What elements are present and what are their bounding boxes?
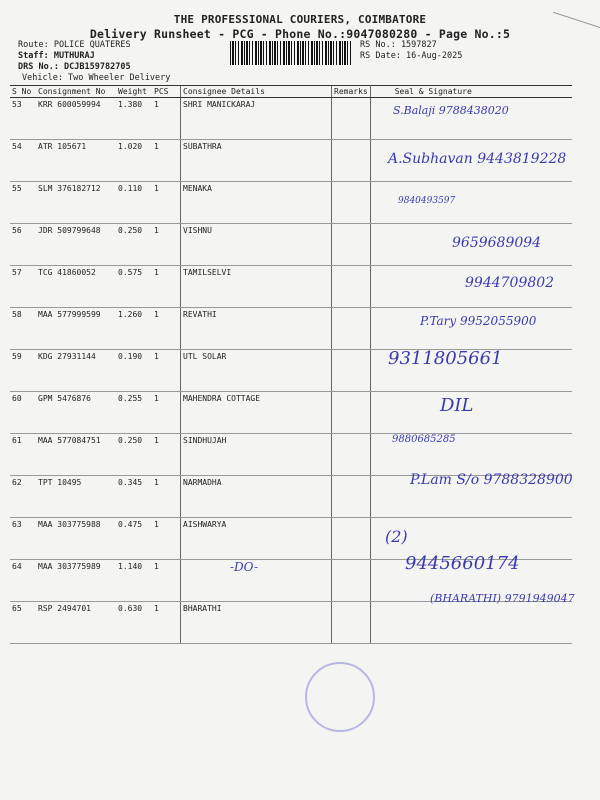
cell-remarks (332, 434, 371, 476)
cell-remarks (332, 182, 371, 224)
signature-54: A.Subhavan 9443819228 (388, 151, 567, 167)
cell-consignee: MENAKA (181, 182, 332, 224)
cell-weight: 0.255 (116, 392, 152, 434)
cell-pcs: 1 (152, 476, 181, 518)
cell-sno: 57 (10, 266, 36, 308)
cell-pcs: 1 (152, 98, 181, 140)
company-title: THE PROFESSIONAL COURIERS, COIMBATORE (173, 13, 427, 26)
cell-remarks (332, 308, 371, 350)
cell-sno: 61 (10, 434, 36, 476)
cell-consignee: SHRI MANICKARAJ (181, 98, 332, 140)
cell-consignment-no: SLM 376182712 (36, 182, 116, 224)
staff-label: Staff: MUTHURAJ (18, 51, 95, 61)
cell-weight: 0.110 (116, 182, 152, 224)
cell-consignee: BHARATHI (181, 602, 332, 644)
cell-consignment-no: JDR 509799648 (36, 224, 116, 266)
cell-consignee: REVATHI (181, 308, 332, 350)
cell-sno: 58 (10, 308, 36, 350)
cell-weight: 1.260 (116, 308, 152, 350)
cell-weight: 0.475 (116, 518, 152, 560)
signature-58: P.Tary 9952055900 (420, 314, 537, 328)
cell-sno: 56 (10, 224, 36, 266)
ditto-mark: -DO- (230, 560, 259, 574)
cell-weight: 0.250 (116, 224, 152, 266)
signature-64: 9445660174 (405, 553, 520, 574)
signature-57: 9944709802 (465, 275, 555, 291)
cell-sno: 64 (10, 560, 36, 602)
cell-pcs: 1 (152, 266, 181, 308)
cell-sno: 62 (10, 476, 36, 518)
col-pcs: PCS (152, 86, 181, 98)
cell-weight: 0.190 (116, 350, 152, 392)
cell-weight: 1.020 (116, 140, 152, 182)
cell-consignee: VISHNU (181, 224, 332, 266)
cell-consignee: AISHWARYA (181, 518, 332, 560)
col-consignee: Consignee Details (181, 86, 332, 98)
cell-sno: 55 (10, 182, 36, 224)
cell-consignment-no: RSP 2494701 (36, 602, 116, 644)
cell-weight: 0.575 (116, 266, 152, 308)
route-label: Route: POLICE QUATERES (18, 40, 131, 50)
cell-weight: 1.380 (116, 98, 152, 140)
signature-56: 9659689094 (452, 235, 542, 251)
cell-sno: 54 (10, 140, 36, 182)
cell-sno: 63 (10, 518, 36, 560)
table-row (10, 434, 572, 476)
cell-consignment-no: KRR 600059994 (36, 98, 116, 140)
cell-pcs: 1 (152, 602, 181, 644)
signature-59: 9311805661 (388, 348, 503, 369)
cell-pcs: 1 (152, 350, 181, 392)
table-header-row (10, 86, 572, 98)
barcode (230, 41, 352, 65)
col-remarks: Remarks (332, 86, 371, 98)
cell-consignee: SINDHUJAH (181, 434, 332, 476)
cell-consignment-no: MAA 303775988 (36, 518, 116, 560)
delivery-stamp (305, 662, 375, 732)
cell-consignee: UTL SOLAR (181, 350, 332, 392)
rs-date: RS Date: 16-Aug-2025 (360, 51, 463, 61)
cell-consignment-no: GPM 5476876 (36, 392, 116, 434)
signature-55: 9840493597 (398, 196, 456, 206)
runsheet-subtitle: Delivery Runsheet - PCG - Phone No.:9047080280 - Page No.:5 (89, 27, 511, 41)
cell-consignment-no: MAA 577999599 (36, 308, 116, 350)
col-consignment: Consignment No (36, 86, 116, 98)
cell-remarks (332, 392, 371, 434)
vehicle-label: Vehicle: Two Wheeler Delivery (22, 73, 171, 83)
cell-pcs: 1 (152, 140, 181, 182)
cell-consignment-no: TCG 41860052 (36, 266, 116, 308)
table-row (10, 182, 572, 224)
signature-62: P.Lam S/o 9788328900 (410, 472, 573, 488)
table-row (10, 392, 572, 434)
cell-remarks (332, 266, 371, 308)
cell-remarks (332, 476, 371, 518)
cell-remarks (332, 518, 371, 560)
cell-remarks (332, 602, 371, 644)
cell-weight: 0.345 (116, 476, 152, 518)
cell-pcs: 1 (152, 434, 181, 476)
cell-sno: 59 (10, 350, 36, 392)
signature-60: DIL (440, 395, 474, 416)
signature-61: 9880685285 (392, 434, 456, 445)
cell-pcs: 1 (152, 560, 181, 602)
cell-remarks (332, 350, 371, 392)
col-signature: Seal & Signature (370, 86, 572, 98)
cell-consignee: MAHENDRA COTTAGE (181, 392, 332, 434)
cell-consignee: NARMADHA (181, 476, 332, 518)
cell-weight: 1.140 (116, 560, 152, 602)
cell-sno: 60 (10, 392, 36, 434)
signature-53: S.Balaji 9788438020 (393, 104, 509, 117)
cell-consignment-no: KDG 27931144 (36, 350, 116, 392)
cell-pcs: 1 (152, 518, 181, 560)
cell-remarks (332, 560, 371, 602)
cell-remarks (332, 98, 371, 140)
cell-consignment-no: ATR 105671 (36, 140, 116, 182)
cell-sno: 65 (10, 602, 36, 644)
cell-sno: 53 (10, 98, 36, 140)
cell-consignment-no: MAA 303775989 (36, 560, 116, 602)
col-weight: Weight (116, 86, 152, 98)
cell-weight: 0.630 (116, 602, 152, 644)
cell-consignee: SUBATHRA (181, 140, 332, 182)
cell-consignment-no: MAA 577084751 (36, 434, 116, 476)
cell-pcs: 1 (152, 224, 181, 266)
cell-pcs: 1 (152, 308, 181, 350)
rs-number: RS No.: 1597827 (360, 40, 437, 50)
cell-signature (370, 602, 572, 644)
cell-weight: 0.250 (116, 434, 152, 476)
drs-number: DRS No.: DCJB159782705 (18, 62, 131, 72)
cell-remarks (332, 140, 371, 182)
cell-consignment-no: TPT 10495 (36, 476, 116, 518)
table-row (10, 602, 572, 644)
col-sno: S No (10, 86, 36, 98)
cell-pcs: 1 (152, 392, 181, 434)
cell-consignee: TAMILSELVI (181, 266, 332, 308)
signature-63: (2) (385, 527, 408, 546)
cell-pcs: 1 (152, 182, 181, 224)
cell-remarks (332, 224, 371, 266)
signature-65: (BHARATHI) 9791949047 (430, 592, 575, 605)
